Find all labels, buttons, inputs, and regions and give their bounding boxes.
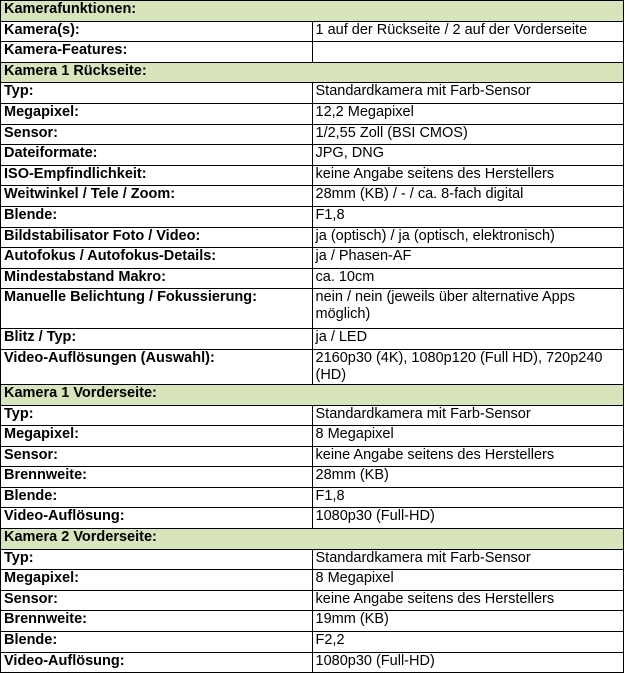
spec-row [1,329,624,350]
spec-label: Sensor: [1,124,313,145]
spec-row [1,42,624,63]
spec-value: F1,8 [312,487,624,508]
spec-label: Bildstabilisator Foto / Video: [1,227,313,248]
spec-value: ja (optisch) / ja (optisch, elektronisch) [312,227,624,248]
spec-value [312,42,624,63]
section-header-row [1,62,624,83]
spec-row [1,508,624,529]
spec-value: keine Angabe seitens des Herstellers [312,165,624,186]
spec-label: Manuelle Belichtung / Fokussierung: [1,289,313,329]
spec-value: ca. 10cm [312,268,624,289]
spec-label: ISO-Empfindlichkeit: [1,165,313,186]
spec-value: F2,2 [312,632,624,653]
spec-row [1,446,624,467]
spec-label: Kamera(s): [1,21,313,42]
spec-row [1,487,624,508]
spec-label: Megapixel: [1,103,313,124]
spec-label: Blende: [1,206,313,227]
spec-value: ja / LED [312,329,624,350]
spec-row [1,248,624,269]
spec-table-body [1,1,624,673]
spec-label: Video-Auflösung: [1,652,313,673]
spec-row [1,426,624,447]
spec-value: 12,2 Megapixel [312,103,624,124]
spec-label: Blitz / Typ: [1,329,313,350]
spec-row [1,349,624,384]
spec-label: Kamera-Features: [1,42,313,63]
spec-label: Dateiformate: [1,145,313,166]
spec-value: 1 auf der Rückseite / 2 auf der Vorderseite [312,21,624,42]
spec-label: Brennweite: [1,611,313,632]
section-header-row [1,384,624,405]
spec-row [1,227,624,248]
spec-value: nein / nein (jeweils über alternative Apps möglich) [312,289,624,329]
spec-row [1,186,624,207]
spec-row [1,549,624,570]
spec-row [1,611,624,632]
spec-value: 8 Megapixel [312,426,624,447]
spec-value: JPG, DNG [312,145,624,166]
spec-label: Megapixel: [1,426,313,447]
spec-row [1,268,624,289]
spec-value: F1,8 [312,206,624,227]
spec-value: 1/2,55 Zoll (BSI CMOS) [312,124,624,145]
spec-label: Blende: [1,632,313,653]
spec-value: ja / Phasen-AF [312,248,624,269]
spec-label: Video-Auflösung: [1,508,313,529]
spec-label: Typ: [1,405,313,426]
spec-value: 28mm (KB) / - / ca. 8-fach digital [312,186,624,207]
spec-value: Standardkamera mit Farb-Sensor [312,83,624,104]
spec-row [1,590,624,611]
spec-value: 19mm (KB) [312,611,624,632]
spec-row [1,289,624,329]
spec-value: 8 Megapixel [312,570,624,591]
spec-row [1,83,624,104]
spec-row [1,652,624,673]
spec-label: Megapixel: [1,570,313,591]
spec-value: 28mm (KB) [312,467,624,488]
spec-label: Brennweite: [1,467,313,488]
spec-label: Sensor: [1,590,313,611]
spec-value: 2160p30 (4K), 1080p120 (Full HD), 720p240 (HD) [312,349,624,384]
spec-value: 1080p30 (Full-HD) [312,508,624,529]
section-header-row [1,529,624,550]
spec-label: Weitwinkel / Tele / Zoom: [1,186,313,207]
section-title: Kamera 1 Vorderseite: [1,384,624,405]
spec-value: Standardkamera mit Farb-Sensor [312,549,624,570]
spec-label: Blende: [1,487,313,508]
spec-row [1,405,624,426]
spec-row [1,206,624,227]
spec-row [1,570,624,591]
spec-value: keine Angabe seitens des Herstellers [312,590,624,611]
section-header-row [1,1,624,22]
spec-label: Mindestabstand Makro: [1,268,313,289]
spec-value: keine Angabe seitens des Herstellers [312,446,624,467]
spec-value: Standardkamera mit Farb-Sensor [312,405,624,426]
spec-row [1,165,624,186]
spec-label: Autofokus / Autofokus-Details: [1,248,313,269]
section-title: Kamerafunktionen: [1,1,624,22]
spec-row [1,124,624,145]
section-title: Kamera 1 Rückseite: [1,62,624,83]
spec-row [1,632,624,653]
spec-label: Sensor: [1,446,313,467]
spec-label: Typ: [1,549,313,570]
spec-row [1,21,624,42]
spec-label: Typ: [1,83,313,104]
spec-row [1,467,624,488]
spec-row [1,103,624,124]
section-title: Kamera 2 Vorderseite: [1,529,624,550]
spec-row [1,145,624,166]
spec-label: Video-Auflösungen (Auswahl): [1,349,313,384]
spec-value: 1080p30 (Full-HD) [312,652,624,673]
